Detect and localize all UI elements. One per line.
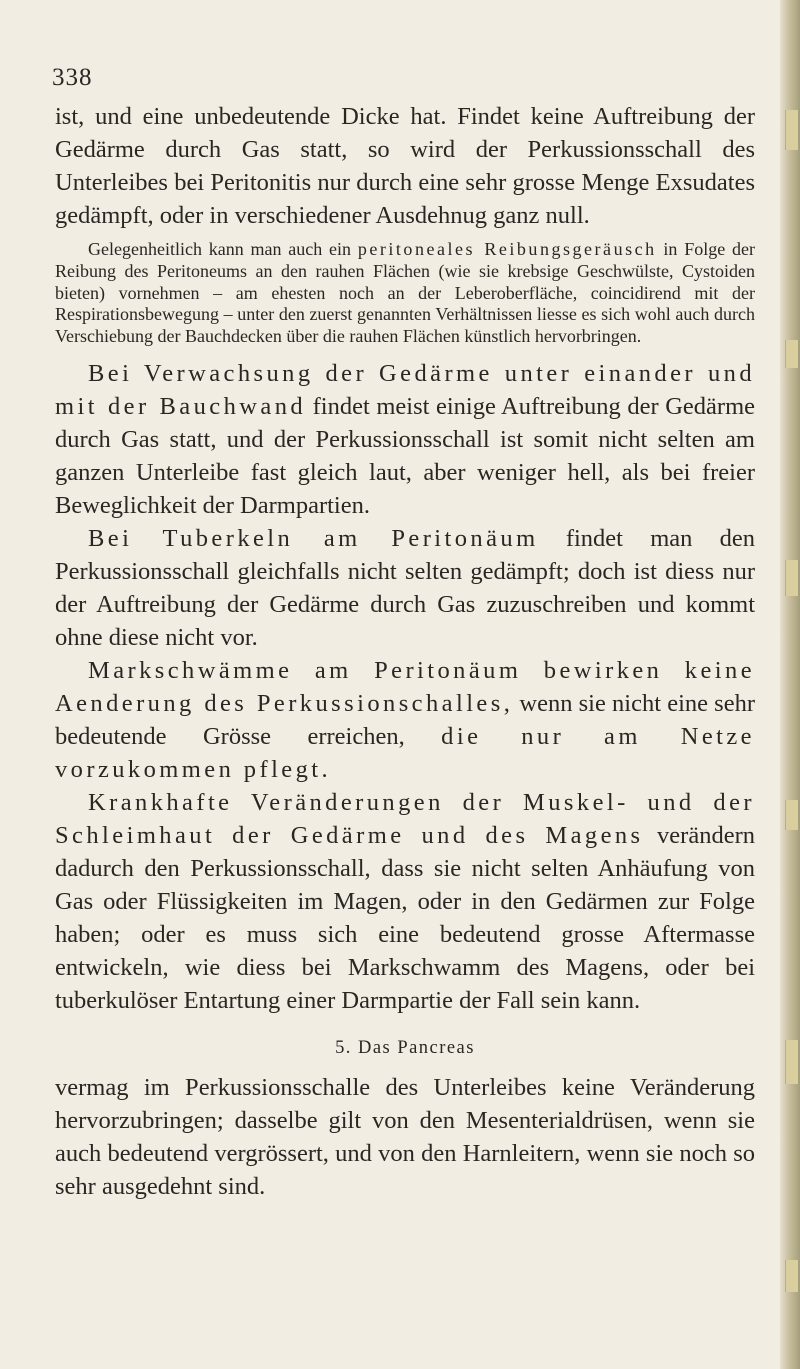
page-edge-tab [785, 340, 798, 368]
paragraph-verwachsung-text: findet meist einige Auftreibung der Gedärme durch Gas statt, und der Perkussionsschall ist somit nicht selten am ganzen Unterleibe fast gleich laut, aber weniger hell, als bei freier Beweglichkeit der Darmpartien. [55, 392, 755, 519]
paragraph-tuberkeln [55, 522, 755, 654]
small-print-text-2: in Folge der Reibung des Peritoneums an den rauhen Flächen (wie sie krebsige Geschwülste, Cystoiden bieten) vornehmen – am ehesten noch an der Leberoberfläche, coincidirend mit der Respirationsbewegung – unter den zuerst genannten Verhältnissen liesse es sich wohl auch durch Verschiebung der Bauchdecken über die rauhen Flächen künstlich hervorbringen. [55, 239, 755, 347]
paragraph-verwachsung [55, 357, 755, 522]
paragraph-pancreas: vermag im Perkussionsschalle des Unterleibes keine Veränderung hervorzubringen; dasselbe gilt von den Mesenterialdrüsen, wenn sie auch bedeutend vergrössert, und von den Harnleitern, wenn sie noch so sehr ausgedehnt sind. [55, 1073, 755, 1200]
page-edge-tab [785, 1040, 798, 1084]
paragraph-markschwaemme [55, 654, 755, 786]
section-heading-pancreas: 5. Das Pancreas [335, 1037, 475, 1058]
paragraph-1: ist, und eine unbedeutende Dicke hat. Findet keine Auftreibung der Gedärme durch Gas statt, so wird der Perkussionsschall des Unterleibes bei Peritonitis nur durch eine sehr grosse Menge Exsudates gedämpft, oder in verschiedener Ausdehnug ganz null. [55, 103, 755, 229]
paragraph-markschwaemme-text: wenn sie nicht eine sehr bedeutende Grösse erreichen, [55, 689, 755, 750]
paragraph-tuberkeln-text: findet man den Perkussionsschall gleichfalls nicht selten gedämpft; doch ist diess nur der Auftreibung der Gedärme durch Gas zuzuschreiben und kommt ohne diese nicht vor. [55, 524, 755, 651]
page-edge-tab [785, 110, 798, 150]
small-print-text-1: Gelegenheitlich kann man auch ein [88, 239, 358, 259]
paragraph-krankhafte-text: verändern dadurch den Perkussionsschall, dass sie nicht selten Anhäufung von Gas oder Flüssigkeiten im Magen, oder in den Gedärmen zur Folge haben; oder es muss sich eine bedeutend grosse Aftermasse entwickeln, wie diess bei Markschwamm des Magens, oder bei tuberkulöser Entartung einer Darmpartie der Fall sein kann. [55, 821, 755, 1014]
emphasis-krankhafte-veraenderungen: Krankhafte Veränderungen der Muskel- und der Schleimhaut der Gedärme und des Magens [55, 788, 755, 849]
page-edge-tab [785, 1260, 798, 1292]
emphasis-markschwaemme: Markschwämme am Peritonäum bewirken keine Aenderung des Perkussionschalles, [55, 656, 755, 717]
page-edge-tab [785, 560, 798, 596]
page-edge [780, 0, 800, 1369]
paragraph-krankhafte-veraenderungen [55, 786, 755, 1017]
page-content [55, 100, 755, 1203]
emphasis-verwachsung: Bei Verwachsung der Gedärme unter einander und mit der Bauchwand [55, 359, 755, 420]
emphasis-reibungsgeraeusch: peritoneales Reibungsgeräusch [357, 239, 657, 259]
paragraph-small-print [55, 239, 755, 348]
emphasis-netz: die nur am Netze vorzukommen pflegt. [55, 722, 755, 783]
page-edge-tab [785, 800, 798, 830]
page-number: 338 [52, 64, 93, 91]
emphasis-tuberkeln: Bei Tuberkeln am Peritonäum [88, 524, 539, 552]
